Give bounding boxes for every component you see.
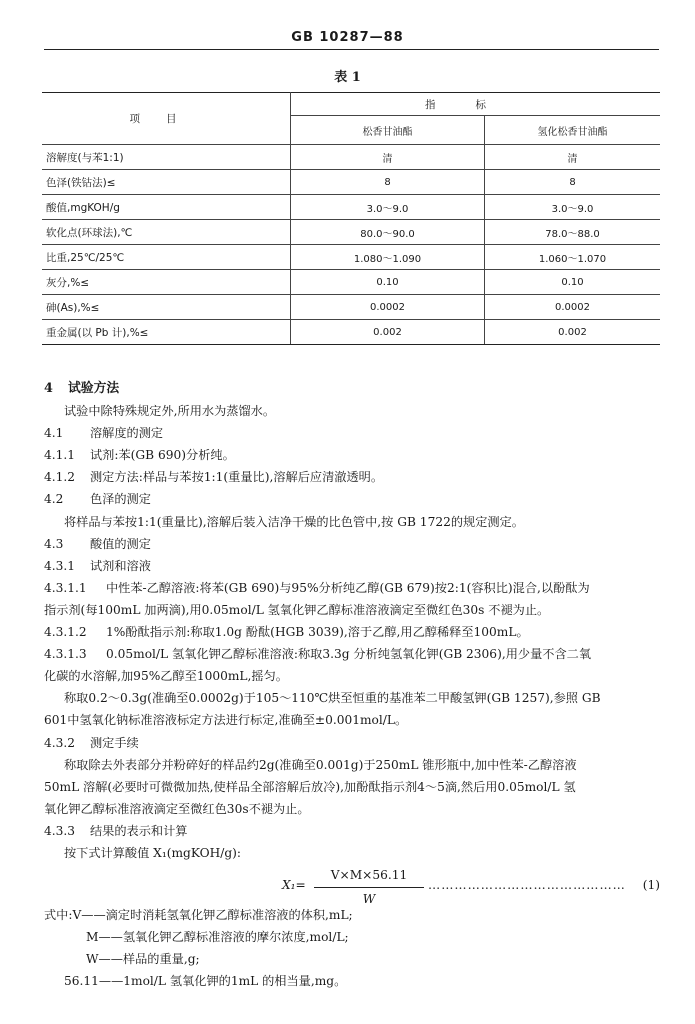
clause-title: 结果的表示和计算 [90,823,188,838]
section-4-body [44,378,662,992]
clause-number: 4.3.1.2 [44,625,87,640]
row-value-1: 1.080～1.090 [291,245,485,270]
paragraph-continuation: 氧化钾乙醇标准溶液滴定至微红色30s不褪为止。 [44,801,310,816]
clause [44,621,662,643]
table-row [42,220,660,245]
clause-continuation: 指示剂(每100mL 加两滴),用0.05mol/L 氢氧化钾乙醇标准溶液滴定至微红色30s 不褪为止。 [44,602,550,617]
row-value-1: 0.002 [291,320,485,345]
clause-text: 0.05mol/L 氢氧化钾乙醇标准溶液:称取3.3g 分析纯氢氧化钾(GB 2306),用少量不含二氧 [106,647,592,662]
row-item: 砷(As),%≤ [42,295,291,320]
clause-number: 4.3.3 [44,823,76,838]
row-value-2: 0.002 [485,320,661,345]
item-column-header: 项目 [42,93,291,145]
row-item: 溶解度(与苯1:1) [42,145,291,170]
subsection-heading [44,422,662,444]
paragraph: 试验中除特殊规定外,所用水为蒸馏水。 [64,404,276,419]
row-value-2: 8 [485,170,661,195]
header-rule [44,49,659,50]
clause-number: 4.3.1.3 [44,647,87,662]
clause-title: 试剂和溶液 [90,558,151,573]
row-value-2: 78.0～88.0 [485,220,661,245]
table-row [42,195,660,220]
where-label: 式中: [44,908,73,923]
row-item: 重金属(以 Pb 计),%≤ [42,320,291,345]
formula-leader-dots: ……………………………………… [428,878,626,893]
row-item: 酸值,mgKOH/g [42,195,291,220]
row-value-2: 3.0～9.0 [485,195,661,220]
clause-number: 4.1.1 [44,448,76,463]
table-row [42,145,660,170]
clause-number: 4.2 [44,492,64,507]
clause [44,577,662,599]
col-header-rosin-glycerol-ester: 松香甘油酯 [291,116,485,145]
clause-text: 测定方法:样品与苯按1:1(重量比),溶解后应清澈透明。 [90,470,384,485]
clause [44,466,662,488]
clause-title: 色泽的测定 [90,492,151,507]
section-heading [44,378,662,400]
where-constant: 56.11——1mol/L 氢氧化钾的1mL 的相当量,mg。 [64,974,347,989]
row-value-2: 1.060～1.070 [485,245,661,270]
row-item: 软化点(环球法),℃ [42,220,291,245]
paragraph: 称取除去外表部分并粉碎好的样品约2g(准确至0.001g)于250mL 锥形瓶中,加中性苯-乙醇溶液 [64,757,577,772]
paragraph: 称取0.2～0.3g(准确至0.0002g)于105～110℃烘至恒重的基准苯二甲酸氢钾(GB 1257),参照 GB [64,691,601,706]
table-row [42,295,660,320]
formula-denominator: W [362,892,376,907]
clause-title: 测定手续 [90,735,139,750]
clause [44,643,662,665]
formula-fraction [314,864,424,910]
where-w: W——样品的重量,g; [86,952,200,967]
clause-number: 4.1 [44,426,64,441]
subsection-heading [44,555,662,577]
clause [44,444,662,466]
where-m: M——氢氧化钾乙醇标准溶液的摩尔浓度,mol/L; [86,930,349,945]
row-value-1: 清 [291,145,485,170]
row-value-2: 清 [485,145,661,170]
clause-number: 4.1.2 [44,470,76,485]
subsection-heading [44,488,662,510]
acid-value-formula [44,866,662,907]
table-caption: 表 1 [334,70,361,85]
clause-number: 4.3.1.1 [44,580,87,595]
formula-numerator: V×M×56.11 [314,864,424,888]
where-v: V——滴定时消耗氢氧化钾乙醇标准溶液的体积,mL; [72,908,353,923]
col-header-hydrogenated-rosin-glycerol-ester: 氢化松香甘油酯 [485,116,661,145]
subsection-heading [44,732,662,754]
section-title: 试验方法 [68,381,120,396]
row-item: 灰分,%≤ [42,270,291,295]
table-header-row [42,93,660,116]
table-row [42,245,660,270]
standard-number: GB 10287—88 [291,30,404,45]
table-row [42,170,660,195]
row-value-1: 0.0002 [291,295,485,320]
row-value-1: 3.0～9.0 [291,195,485,220]
paragraph-continuation: 601中氢氧化钠标准溶液标定方法进行标定,准确至±0.001mol/L。 [44,713,408,728]
table-row [42,270,660,295]
clause-text: 1%酚酞指示剂:称取1.0g 酚酞(HGB 3039),溶于乙醇,用乙醇稀释至100mL。 [106,625,529,640]
row-item: 色泽(铁钴法)≤ [42,170,291,195]
paragraph: 按下式计算酸值 X₁(mgKOH/g): [64,845,242,860]
formula-number: (1) [642,878,660,893]
paragraph: 将样品与苯按1:1(重量比),溶解后装入洁净干燥的比色管中,按 GB 1722的规定测定。 [64,514,524,529]
clause-number: 4.3.1 [44,558,76,573]
paragraph-continuation: 50mL 溶解(必要时可微微加热,使样品全部溶解后放冷),加酚酞指示剂4～5滴,然后用0.05mol/L 氢 [44,779,576,794]
clause-number: 4.3 [44,536,64,551]
section-number: 4 [44,381,53,396]
table-row [42,320,660,345]
clause-continuation: 化碳的水溶解,加95%乙醇至1000mL,摇匀。 [44,669,288,684]
formula-lhs: X₁= [282,878,306,893]
clause-title: 溶解度的测定 [90,426,164,441]
row-value-2: 0.0002 [485,295,661,320]
clause-text: 试剂:苯(GB 690)分析纯。 [90,448,235,463]
clause-title: 酸值的测定 [90,536,151,551]
row-value-1: 80.0～90.0 [291,220,485,245]
spec-column-header: 指标 [291,93,661,116]
row-value-1: 0.10 [291,270,485,295]
clause-text: 中性苯-乙醇溶液:将苯(GB 690)与95%分析纯乙醇(GB 679)按2:1(容积比)混合,以酚酞为 [106,580,590,595]
row-item: 比重,25℃/25℃ [42,245,291,270]
clause-number: 4.3.2 [44,735,76,750]
subsection-heading [44,820,662,842]
row-value-2: 0.10 [485,270,661,295]
row-value-1: 8 [291,170,485,195]
subsection-heading [44,533,662,555]
specification-table [42,92,660,345]
